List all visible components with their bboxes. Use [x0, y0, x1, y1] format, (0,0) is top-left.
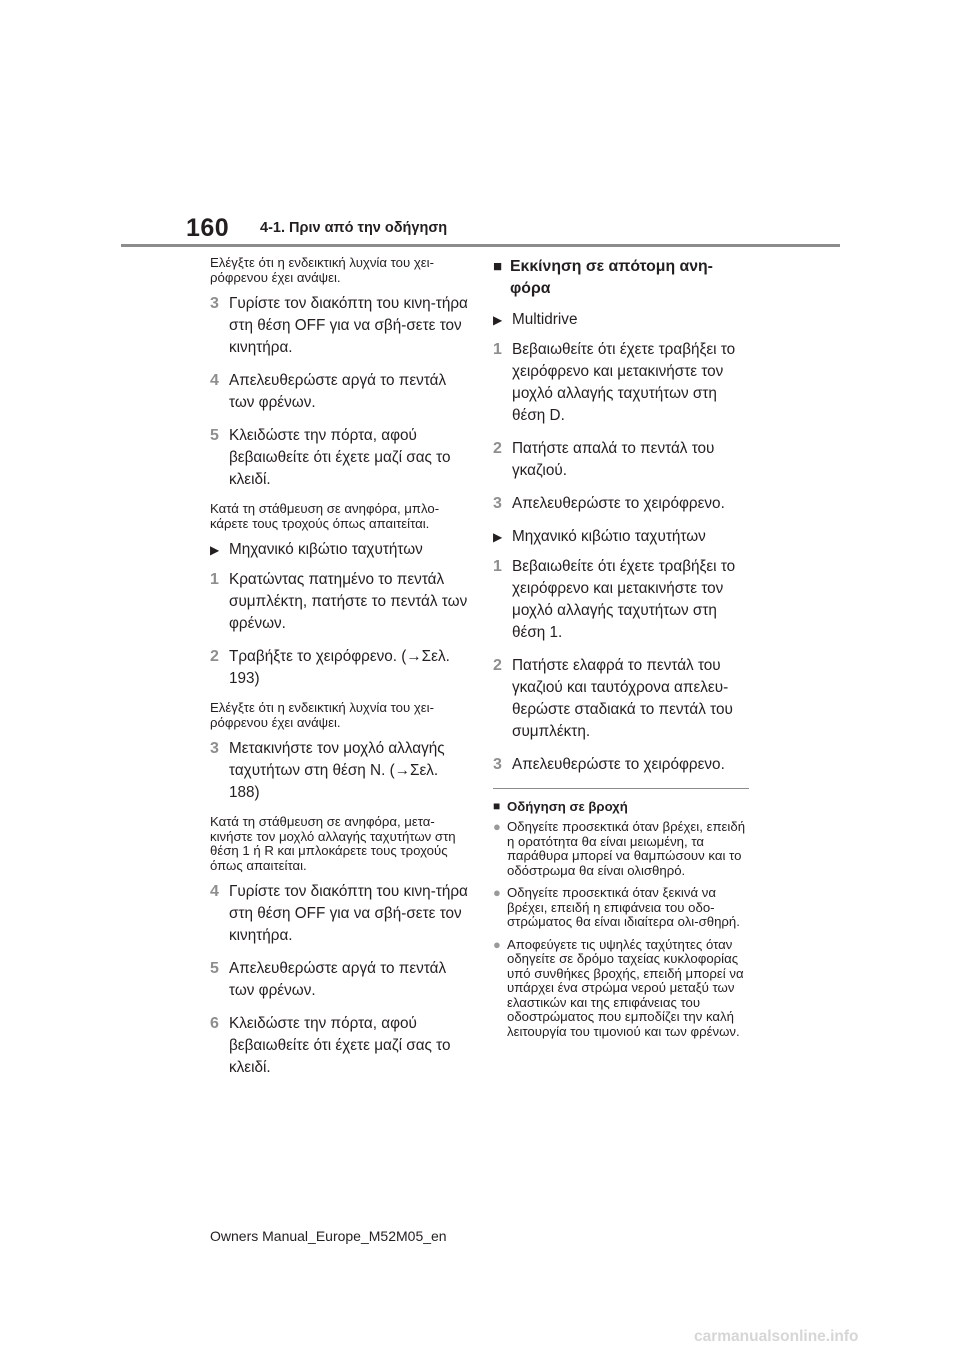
manual-step-3 [493, 754, 749, 776]
step-3-engine-off [210, 293, 472, 359]
manual-step-1 [493, 556, 749, 644]
subsection-label: Μηχανικό κιβώτιο ταχυτήτων [512, 528, 706, 545]
section-divider [493, 788, 749, 789]
step-4-engine-off [210, 881, 472, 947]
step-number: 2 [210, 648, 219, 665]
left-column [210, 256, 472, 1090]
step-1-clutch [210, 569, 472, 635]
step-number: 2 [493, 657, 502, 674]
step-number: 4 [210, 372, 219, 389]
triangle-bullet-icon: ▶ [210, 543, 220, 557]
multidrive-step-1 [493, 339, 749, 427]
step-text: Βεβαιωθείτε ότι έχετε τραβήξει το χειρόφρενο και μετακινήστε τον μοχλό αλλαγής ταχυτήτων στη θέση 1. [512, 558, 736, 641]
manual-transmission-title [210, 539, 472, 561]
list-item [493, 886, 749, 930]
step-number: 2 [493, 440, 502, 457]
header-divider [121, 244, 840, 247]
step-text: Κλειδώστε την πόρτα, αφού βεβαιωθείτε ότι έχετε μαζί σας το κλειδί. [229, 1015, 451, 1076]
list-item [493, 938, 749, 1040]
triangle-bullet-icon: ▶ [493, 313, 503, 327]
step-number: 5 [210, 427, 219, 444]
heading-text: Εκκίνηση σε απότομη ανη-φόρα [510, 258, 713, 297]
heading-text: Οδήγηση σε βροχή [507, 799, 628, 814]
parking-brake-note: Ελέγξτε ότι η ενδεικτική λυχνία του χει-ρόφρενου έχει ανάψει. [210, 255, 434, 285]
watermark: carmanualsonline.info [694, 1328, 859, 1345]
step-number: 3 [493, 495, 502, 512]
step-5-release-brake [210, 958, 472, 1002]
square-bullet-icon: ■ [493, 258, 503, 275]
step-5-lock-door [210, 425, 472, 491]
step-2-handbrake [210, 646, 472, 690]
multidrive-step-3 [493, 493, 749, 515]
step-3-neutral [210, 738, 472, 804]
subsection-label: Μηχανικό κιβώτιο ταχυτήτων [229, 541, 423, 558]
page-number: 160 [186, 214, 230, 242]
circle-bullet-icon: ● [493, 885, 501, 900]
step-number: 4 [210, 883, 219, 900]
bullet-text: Οδηγείτε προσεκτικά όταν ξεκινά να βρέχει, επειδή η επιφάνεια του οδο-στρώματος θα είναι ιδιαίτερα ολι-σθηρή. [507, 885, 740, 929]
step-text: Κλειδώστε την πόρτα, αφού βεβαιωθείτε ότι έχετε μαζί σας το κλειδί. [229, 427, 451, 488]
step-number: 3 [210, 295, 219, 312]
step-number: 1 [493, 558, 502, 575]
step-text: Απελευθερώστε το χειρόφρενο. [512, 756, 725, 773]
parking-brake-note-2: Ελέγξτε ότι η ενδεικτική λυχνία του χει-ρόφρενου έχει ανάψει. [210, 700, 434, 730]
bullet-text: Οδηγείτε προσεκτικά όταν βρέχει, επειδή η ορατότητα θα είναι μειωμένη, τα παράθυρα μπορεί να θαμπώσουν και το οδόστρωμα θα είναι ολισθηρό. [507, 819, 746, 878]
step-number: 3 [493, 756, 502, 773]
step-text: Κρατώντας πατημένο το πεντάλ συμπλέκτη, πατήστε το πεντάλ των φρένων. [229, 571, 468, 632]
step-number: 6 [210, 1015, 219, 1032]
steep-uphill-heading [493, 256, 749, 300]
manual-transmission-title [493, 526, 749, 548]
step-text: Απελευθερώστε αργά το πεντάλ των φρένων. [229, 960, 447, 999]
step-text: Απελευθερώστε το χειρόφρενο. [512, 495, 725, 512]
step-text: Πατήστε ελαφρά το πεντάλ του γκαζιού και ταυτόχρονα απελευ-θερώστε σταδιακά το πεντάλ του συμπλέκτη. [512, 657, 733, 740]
uphill-parking-note: Κατά τη στάθμευση σε ανηφόρα, μπλο-κάρετε τους τροχούς όπως απαιτείται. [210, 501, 440, 531]
uphill-parking-note-2: Κατά τη στάθμευση σε ανηφόρα, μετα-κινήστε τον μοχλό αλλαγής ταχυτήτων στη θέση 1 ή R και μπλοκάρετε τους τροχούς όπως απαιτείται. [210, 814, 456, 873]
bullet-text: Αποφεύγετε τις υψηλές ταχύτητες όταν οδηγείτε σε δρόμο ταχείας κυκλοφορίας υπό συνθήκες βροχής, επειδή μπορεί να υπάρχει ένα στρώμα νερού μεταξύ των ελαστικών και της επιφάνειας του οδοστρώματος που εμποδίζει την καλή λειτουργία του τιμονιού και των φρένων. [507, 936, 744, 1039]
list-item [493, 820, 749, 878]
step-number: 3 [210, 740, 219, 757]
right-column [493, 256, 749, 1047]
square-bullet-icon: ■ [493, 799, 501, 813]
step-4-release-brake [210, 370, 472, 414]
section-title: 4-1. Πριν από την οδήγηση [260, 220, 448, 236]
circle-bullet-icon: ● [493, 936, 501, 952]
step-number: 5 [210, 960, 219, 977]
rain-driving-heading [493, 799, 749, 814]
step-text: Μετακινήστε τον μοχλό αλλαγής ταχυτήτων στη θέση N. (→Σελ. 188) [229, 740, 445, 801]
footer-manual-id: Owners Manual_Europe_M52M05_en [210, 1228, 447, 1244]
manual-step-2 [493, 655, 749, 743]
triangle-bullet-icon: ▶ [493, 530, 503, 544]
step-text: Βεβαιωθείτε ότι έχετε τραβήξει το χειρόφρενο και μετακινήστε τον μοχλό αλλαγής ταχυτήτων στη θέση D. [512, 341, 736, 424]
subsection-label: Multidrive [512, 311, 578, 328]
step-text: Τραβήξτε το χειρόφρενο. (→Σελ. 193) [229, 648, 450, 687]
step-6-lock-door [210, 1013, 472, 1079]
circle-bullet-icon: ● [493, 819, 501, 834]
step-text: Γυρίστε τον διακόπτη του κινη-τήρα στη θέση OFF για να σβή-σετε τον κινητήρα. [229, 295, 468, 356]
step-text: Πατήστε απαλά το πεντάλ του γκαζιού. [512, 440, 715, 479]
step-text: Απελευθερώστε αργά το πεντάλ των φρένων. [229, 372, 447, 411]
step-number: 1 [210, 571, 219, 588]
step-number: 1 [493, 341, 502, 358]
multidrive-title [493, 309, 749, 331]
step-text: Γυρίστε τον διακόπτη του κινη-τήρα στη θέση OFF για να σβή-σετε τον κινητήρα. [229, 883, 468, 944]
multidrive-step-2 [493, 438, 749, 482]
